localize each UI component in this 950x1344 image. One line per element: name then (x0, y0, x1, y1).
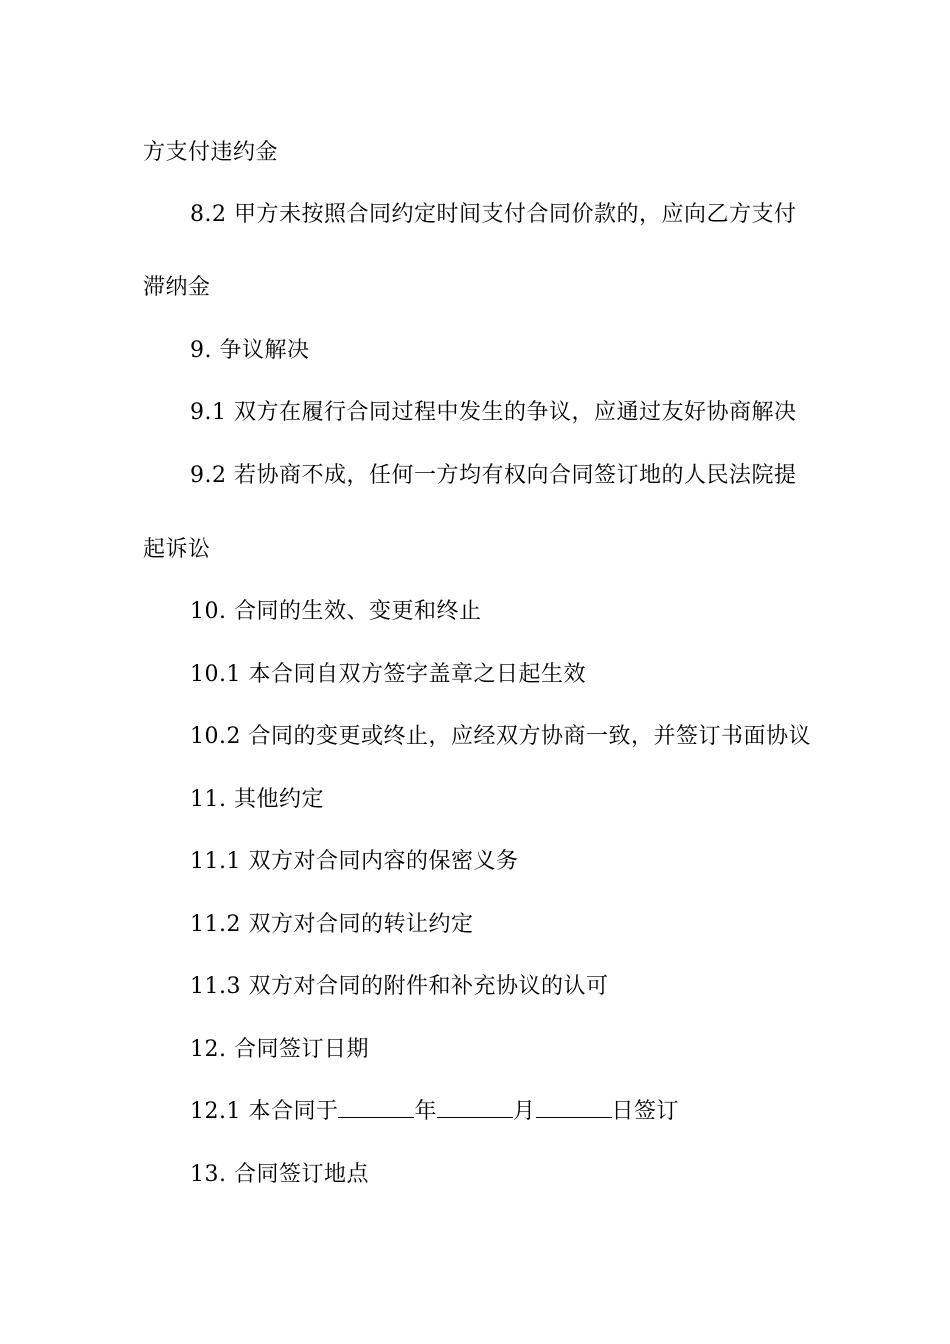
text-line: 9.2 若协商不成，任何一方均有权向合同签订地的人民法院提 (190, 463, 797, 488)
day-blank[interactable] (536, 1097, 612, 1118)
section-heading: 10. 合同的生效、变更和终止 (190, 599, 482, 624)
text-line: 8.2 甲方未按照合同约定时间支付合同价款的，应向乙方支付 (190, 202, 797, 227)
section-heading: 11. 其他约定 (190, 787, 324, 812)
month-blank[interactable] (437, 1097, 513, 1118)
text-line: 10.1 本合同自双方签字盖章之日起生效 (190, 662, 586, 687)
section-heading: 12. 合同签订日期 (190, 1037, 369, 1062)
text-line: 起诉讼 (143, 537, 211, 562)
month-label: 月 (513, 1099, 536, 1124)
text-line: 11.1 双方对合同内容的保密义务 (190, 849, 519, 874)
year-label: 年 (414, 1099, 437, 1124)
section-heading: 9. 争议解决 (190, 338, 310, 363)
text-line: 11.2 双方对合同的转让约定 (190, 912, 474, 937)
text-line: 9.1 双方在履行合同过程中发生的争议，应通过友好协商解决 (190, 400, 797, 425)
text-line: 11.3 双方对合同的附件和补充协议的认可 (190, 974, 609, 999)
section-heading: 13. 合同签订地点 (190, 1162, 369, 1187)
sign-date-prefix: 12.1 本合同于 (190, 1099, 339, 1124)
text-line: 方支付违约金 (143, 140, 279, 165)
year-blank[interactable] (338, 1097, 414, 1118)
text-line: 10.2 合同的变更或终止，应经双方协商一致，并签订书面协议 (190, 724, 811, 749)
sign-date-line (190, 1097, 679, 1127)
text-line: 滞纳金 (143, 275, 211, 300)
day-label: 日签订 (611, 1099, 680, 1124)
